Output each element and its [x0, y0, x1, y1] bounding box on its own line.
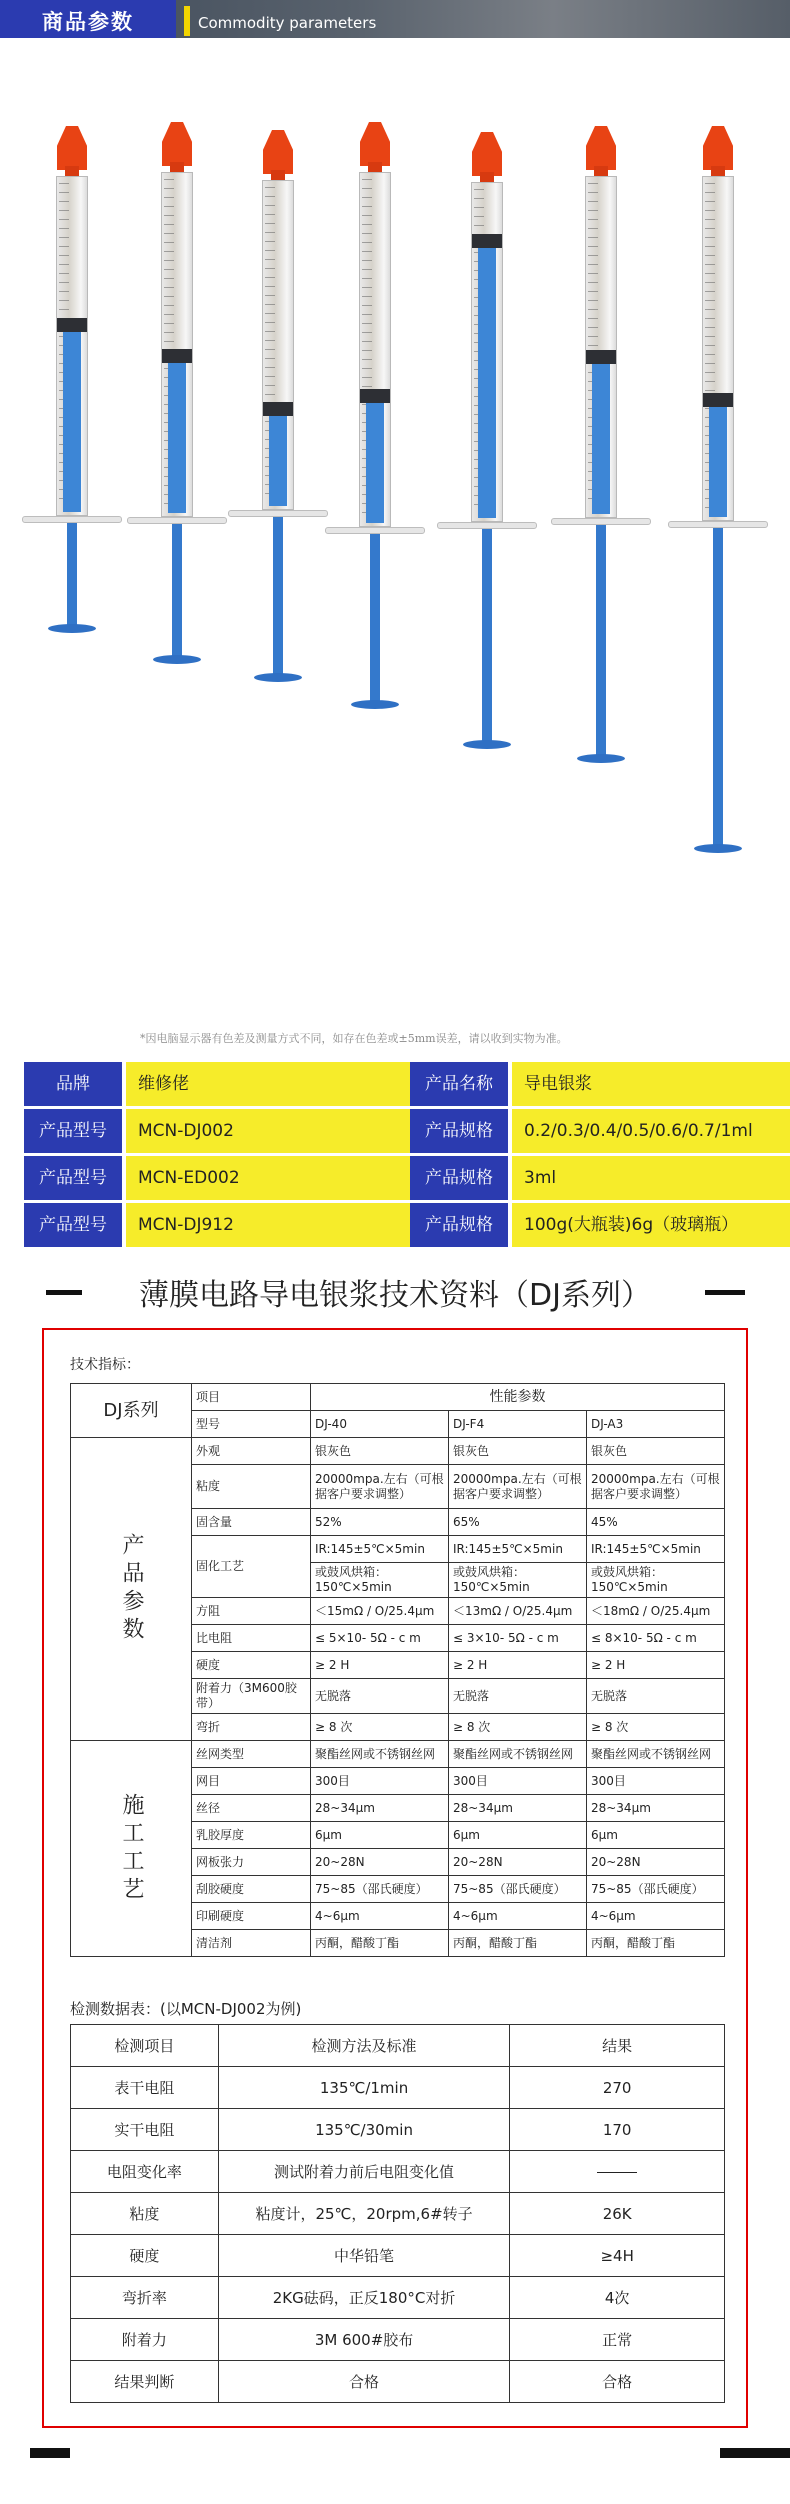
spec-row — [410, 1062, 790, 1106]
item-cell: 固化工艺 — [192, 1536, 311, 1598]
value-cell: ≥ 8 次 — [448, 1714, 586, 1741]
table-cell: 270 — [510, 2067, 725, 2109]
value-cell: 28~34μm — [586, 1795, 724, 1822]
spec-label: 产品规格 — [410, 1203, 508, 1247]
value-cell: 75~85（邵氏硬度） — [311, 1876, 449, 1903]
item-cell: 附着力（3M600胶带） — [192, 1679, 311, 1714]
table-row — [71, 1741, 725, 1768]
product-photo-syringes — [0, 120, 790, 940]
group-cell: 产品参数 — [71, 1438, 192, 1741]
item-cell: 比电阻 — [192, 1625, 311, 1652]
spec-label: 产品规格 — [410, 1109, 508, 1153]
photo-disclaimer: *因电脑显示器有色差及测量方式不同，如存在色差或±5mm误差，请以收到实物为准。 — [140, 1032, 568, 1045]
table-cell: 135℃/1min — [218, 2067, 510, 2109]
table-cell: 3M 600#胶布 — [218, 2319, 510, 2361]
table-cell: 硬度 — [71, 2235, 219, 2277]
table-cell: 2KG砝码，正反180°C对折 — [218, 2277, 510, 2319]
item-cell: 清洁剂 — [192, 1930, 311, 1957]
value-cell: 或鼓风烘箱：150℃×5min — [448, 1563, 586, 1598]
syringe-thumb-rest — [48, 624, 96, 633]
syringe-tip — [65, 166, 79, 176]
table-cell: 电阻变化率 — [71, 2151, 219, 2193]
value-cell: 银灰色 — [448, 1438, 586, 1465]
syringe-tip — [368, 162, 382, 172]
spec-value: 导电银浆 — [512, 1062, 790, 1106]
syringe-rod — [482, 529, 492, 744]
value-cell: ≥ 2 H — [448, 1652, 586, 1679]
syringe-rod — [273, 517, 283, 677]
spec-value: MCN-DJ912 — [126, 1203, 416, 1247]
spec-row — [410, 1203, 790, 1247]
table-row — [71, 2235, 725, 2277]
value-cell: ≥ 2 H — [586, 1652, 724, 1679]
header-title-block — [0, 0, 176, 38]
value-cell: 或鼓风烘箱：150℃×5min — [586, 1563, 724, 1598]
value-cell: 丙酮，醋酸丁酯 — [586, 1930, 724, 1957]
value-cell: 6μm — [448, 1822, 586, 1849]
spec-value: 0.2/0.3/0.4/0.5/0.6/0.7/1ml — [512, 1109, 790, 1153]
item-cell: 印刷硬度 — [192, 1903, 311, 1930]
item-cell: 弯折 — [192, 1714, 311, 1741]
table-cell: 26K — [510, 2193, 725, 2235]
item-cell: 固含量 — [192, 1509, 311, 1536]
value-cell: 20000mpa.左右（可根据客户要求调整） — [311, 1465, 449, 1509]
spec-row — [24, 1062, 416, 1106]
syringe-plunger — [168, 363, 186, 513]
value-cell: 4~6μm — [448, 1903, 586, 1930]
syringe-seal — [57, 318, 87, 332]
model-cell: DJ-F4 — [448, 1411, 586, 1438]
table-row — [71, 1438, 725, 1465]
item-cell: 粘度 — [192, 1465, 311, 1509]
value-cell: 银灰色 — [586, 1438, 724, 1465]
table-cell: 正常 — [510, 2319, 725, 2361]
value-cell: 丙酮，醋酸丁酯 — [448, 1930, 586, 1957]
syringe-plunger — [478, 248, 496, 518]
syringe-plunger — [366, 403, 384, 523]
table-cell: 170 — [510, 2109, 725, 2151]
syringe-cap — [703, 126, 733, 170]
value-cell: 65% — [448, 1509, 586, 1536]
syringe-seal — [586, 350, 616, 364]
header-title: 商品参数 — [42, 10, 134, 34]
value-cell: ≥ 2 H — [311, 1652, 449, 1679]
tech-heading: 技术指标： — [70, 1357, 140, 1373]
item-cell: 方阻 — [192, 1598, 311, 1625]
syringe-tip — [271, 170, 285, 180]
table-row — [71, 2109, 725, 2151]
dash-mark — [597, 2172, 637, 2173]
syringe-seal — [263, 402, 293, 416]
spec-row — [24, 1156, 416, 1200]
header-cell: 结果 — [510, 2025, 725, 2067]
value-cell: IR:145±5℃×5min — [448, 1536, 586, 1563]
table-cell: 结果判断 — [71, 2361, 219, 2403]
value-cell: 20~28N — [311, 1849, 449, 1876]
value-cell: 聚酯丝网或不锈钢丝网 — [311, 1741, 449, 1768]
value-cell: 聚酯丝网或不锈钢丝网 — [586, 1741, 724, 1768]
value-cell: 28~34μm — [448, 1795, 586, 1822]
syringe-seal — [360, 389, 390, 403]
value-cell: 300目 — [448, 1768, 586, 1795]
value-cell: ≤ 8×10- 5Ω - c m — [586, 1625, 724, 1652]
syringe-cap — [360, 122, 390, 166]
syringe-thumb-rest — [254, 673, 302, 682]
table-row — [71, 2319, 725, 2361]
syringe-flange — [668, 521, 768, 528]
syringe-thumb-rest — [694, 844, 742, 853]
value-cell: 4~6μm — [586, 1903, 724, 1930]
syringe-seal — [472, 234, 502, 248]
spec-row — [410, 1109, 790, 1153]
value-cell: ＜15mΩ / O/25.4μm — [311, 1598, 449, 1625]
item-cell: 丝网类型 — [192, 1741, 311, 1768]
table-row — [71, 2067, 725, 2109]
model-cell: DJ-A3 — [586, 1411, 724, 1438]
syringe-cap — [162, 122, 192, 166]
value-cell: 45% — [586, 1509, 724, 1536]
spec-value: MCN-DJ002 — [126, 1109, 416, 1153]
syringe-seal — [703, 393, 733, 407]
syringe-tip — [711, 166, 725, 176]
syringe-rod — [370, 534, 380, 704]
syringe-cap — [263, 130, 293, 174]
value-cell: 或鼓风烘箱：150℃×5min — [311, 1563, 449, 1598]
spec-label: 产品型号 — [24, 1203, 122, 1247]
value-cell: 6μm — [586, 1822, 724, 1849]
test-data-table — [70, 2024, 725, 2403]
table-cell: 测试附着力前后电阻变化值 — [218, 2151, 510, 2193]
header-accent-stripe — [184, 6, 190, 36]
syringe-tip — [480, 172, 494, 182]
table-header-row — [71, 2025, 725, 2067]
syringe-thumb-rest — [463, 740, 511, 749]
value-cell: 丙酮，醋酸丁酯 — [311, 1930, 449, 1957]
syringe-flange — [551, 518, 651, 525]
table-row — [71, 2151, 725, 2193]
value-cell: IR:145±5℃×5min — [586, 1536, 724, 1563]
syringe-thumb-rest — [351, 700, 399, 709]
syringe-seal — [162, 349, 192, 363]
table-cell — [510, 2151, 725, 2193]
value-cell: ≤ 5×10- 5Ω - c m — [311, 1625, 449, 1652]
value-cell: 20~28N — [448, 1849, 586, 1876]
spec-value: MCN-ED002 — [126, 1156, 416, 1200]
syringe-plunger — [592, 364, 610, 514]
table-cell: 弯折率 — [71, 2277, 219, 2319]
footer-right-rule — [720, 2448, 790, 2458]
spec-label: 品牌 — [24, 1062, 122, 1106]
model-cell: DJ-40 — [311, 1411, 449, 1438]
header-cell: 型号 — [192, 1411, 311, 1438]
value-cell: 20000mpa.左右（可根据客户要求调整） — [586, 1465, 724, 1509]
item-cell: 外观 — [192, 1438, 311, 1465]
value-cell: 无脱落 — [311, 1679, 449, 1714]
syringe-tip — [170, 162, 184, 172]
table-cell: 表干电阻 — [71, 2067, 219, 2109]
value-cell: 300目 — [586, 1768, 724, 1795]
value-cell: 聚酯丝网或不锈钢丝网 — [448, 1741, 586, 1768]
table-row — [71, 2361, 725, 2403]
table-cell: 粘度 — [71, 2193, 219, 2235]
spec-value: 3ml — [512, 1156, 790, 1200]
item-cell: 网板张力 — [192, 1849, 311, 1876]
syringe-rod — [172, 524, 182, 659]
syringe-rod — [67, 523, 77, 628]
table-cell: 135℃/30min — [218, 2109, 510, 2151]
value-cell: 28~34μm — [311, 1795, 449, 1822]
table-cell: ≥4H — [510, 2235, 725, 2277]
value-cell: IR:145±5℃×5min — [311, 1536, 449, 1563]
value-cell: 52% — [311, 1509, 449, 1536]
value-cell: 75~85（邵氏硬度） — [586, 1876, 724, 1903]
syringe-rod — [713, 528, 723, 848]
header-banner — [0, 0, 790, 38]
value-cell: ＜13mΩ / O/25.4μm — [448, 1598, 586, 1625]
syringe-flange — [127, 517, 227, 524]
header-cell: 检测方法及标准 — [218, 2025, 510, 2067]
syringe-plunger — [63, 332, 81, 512]
table-cell: 实干电阻 — [71, 2109, 219, 2151]
table-cell: 中华铅笔 — [218, 2235, 510, 2277]
table-cell: 合格 — [510, 2361, 725, 2403]
syringe-plunger — [709, 407, 727, 517]
spec-value: 维修佬 — [126, 1062, 416, 1106]
value-cell: 无脱落 — [448, 1679, 586, 1714]
syringe-flange — [325, 527, 425, 534]
value-cell: 300目 — [311, 1768, 449, 1795]
syringe-thumb-rest — [153, 655, 201, 664]
syringe-cap — [472, 132, 502, 176]
syringe-flange — [437, 522, 537, 529]
table-row — [71, 2193, 725, 2235]
footer-left-rule — [30, 2448, 70, 2458]
section-title-left-rule — [46, 1290, 82, 1295]
header-cell: 检测项目 — [71, 2025, 219, 2067]
item-cell: 乳胶厚度 — [192, 1822, 311, 1849]
syringe-rod — [596, 525, 606, 758]
syringe-cap — [57, 126, 87, 170]
spec-label: 产品型号 — [24, 1109, 122, 1153]
syringe-tip — [594, 166, 608, 176]
syringe-flange — [228, 510, 328, 517]
value-cell: 银灰色 — [311, 1438, 449, 1465]
syringe-cap — [586, 126, 616, 170]
table-cell: 附着力 — [71, 2319, 219, 2361]
table-cell: 4次 — [510, 2277, 725, 2319]
table-cell: 合格 — [218, 2361, 510, 2403]
spec-label: 产品型号 — [24, 1156, 122, 1200]
spec-row — [24, 1203, 416, 1247]
item-cell: 硬度 — [192, 1652, 311, 1679]
value-cell: 4~6μm — [311, 1903, 449, 1930]
spec-row — [410, 1156, 790, 1200]
table-row — [71, 1384, 725, 1411]
section-title: 薄膜电路导电银浆技术资料（DJ系列） — [139, 1278, 651, 1313]
header-cell: 项目 — [192, 1384, 311, 1411]
spec-label: 产品名称 — [410, 1062, 508, 1106]
test-heading: 检测数据表：(以MCN-DJ002为例) — [70, 2000, 302, 2018]
value-cell: ≥ 8 次 — [586, 1714, 724, 1741]
value-cell: 20~28N — [586, 1849, 724, 1876]
table-row — [71, 2277, 725, 2319]
syringe-plunger — [269, 416, 287, 506]
spec-row — [24, 1109, 416, 1153]
value-cell: ＜18mΩ / O/25.4μm — [586, 1598, 724, 1625]
value-cell: 75~85（邵氏硬度） — [448, 1876, 586, 1903]
tech-spec-table — [70, 1383, 725, 1957]
header-cell: 性能参数 — [311, 1384, 725, 1411]
value-cell: 6μm — [311, 1822, 449, 1849]
header-subtitle: Commodity parameters — [198, 14, 377, 32]
spec-value: 100g(大瓶装)6g（玻璃瓶） — [512, 1203, 790, 1247]
value-cell: 20000mpa.左右（可根据客户要求调整） — [448, 1465, 586, 1509]
value-cell: ≥ 8 次 — [311, 1714, 449, 1741]
table-cell: 粘度计，25℃，20rpm,6#转子 — [218, 2193, 510, 2235]
value-cell: ≤ 3×10- 5Ω - c m — [448, 1625, 586, 1652]
syringe-thumb-rest — [577, 754, 625, 763]
value-cell: 无脱落 — [586, 1679, 724, 1714]
series-cell: DJ系列 — [71, 1384, 192, 1438]
item-cell: 网目 — [192, 1768, 311, 1795]
syringe-flange — [22, 516, 122, 523]
group-cell: 施工工艺 — [71, 1741, 192, 1957]
spec-label: 产品规格 — [410, 1156, 508, 1200]
item-cell: 刮胶硬度 — [192, 1876, 311, 1903]
item-cell: 丝径 — [192, 1795, 311, 1822]
section-title-right-rule — [705, 1290, 745, 1295]
